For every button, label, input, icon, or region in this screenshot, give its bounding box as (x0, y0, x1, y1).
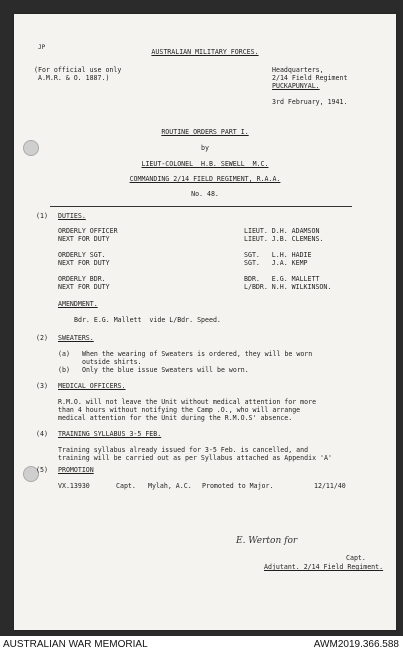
signature-role: Adjutant. 2/14 Field Regiment. (264, 563, 384, 571)
section-heading-duties: DUTIES. (58, 212, 86, 220)
duty-right: LIEUT. J.B. CLEMENS. (244, 235, 324, 243)
section-number: (2) (36, 334, 48, 342)
section-number: (3) (36, 382, 48, 390)
section-heading-sweaters: SWEATERS. (58, 334, 94, 342)
by-line: by (201, 144, 209, 152)
routine-orders-title: ROUTINE ORDERS PART I. (161, 128, 249, 136)
amendment-text: Bdr. E.G. Mallett vide L/Bdr. Speed. (74, 316, 221, 324)
sub-label: (a) (58, 350, 70, 358)
hq-line-3: PUCKAPUNYAL. (272, 82, 320, 90)
section-number: (4) (36, 430, 48, 438)
section-number: (5) (36, 466, 48, 474)
duty-left: ORDERLY OFFICER (58, 227, 118, 235)
commanding-line: COMMANDING 2/14 FIELD REGIMENT, R.A.A. (129, 175, 281, 183)
sweaters-b-text: Only the blue issue Sweaters will be worn. (82, 366, 249, 374)
document-date: 3rd February, 1941. (272, 98, 348, 106)
order-number: No. 48. (191, 190, 219, 198)
amendment-heading: AMENDMENT. (58, 300, 98, 308)
promotion-name: Mylah, A.C. (148, 482, 192, 490)
duty-right: SGT. J.A. KEMP (244, 259, 308, 267)
promotion-number: VX.13930 (58, 482, 90, 490)
sweaters-a-line-1: When the wearing of Sweaters is ordered, they will be worn (82, 350, 313, 358)
medical-line-1: R.M.O. will not leave the Unit without medical attention for more (58, 398, 317, 406)
promotion-rank: Capt. (116, 482, 136, 490)
archive-footer (0, 636, 403, 653)
promotion-action: Promoted to Major. (202, 482, 274, 490)
medical-line-3: medical attention for the Unit during the R.M.O.S' absence. (58, 414, 293, 422)
official-use-line-2: A.M.R. & O. 1887.) (34, 74, 110, 82)
duty-left: NEXT FOR DUTY (58, 259, 110, 267)
hq-line-1: Headquarters, (272, 66, 324, 74)
corner-mark: JP (38, 44, 46, 51)
duty-left: NEXT FOR DUTY (58, 235, 110, 243)
section-heading-medical: MEDICAL OFFICERS. (58, 382, 126, 390)
duty-left: ORDERLY BDR. (58, 275, 106, 283)
footer-id: AWM2019.366.588 (313, 639, 399, 650)
duty-right: SGT. L.H. HADIE (244, 251, 312, 259)
commander-name: LIEUT-COLONEL H.B. SEWELL M.C. (141, 160, 269, 168)
sub-label: (b) (58, 366, 70, 374)
sweaters-a-line-2: outside shirts. (82, 358, 142, 366)
document-sheet (14, 14, 396, 630)
header-rule (50, 206, 352, 207)
duty-left: NEXT FOR DUTY (58, 283, 110, 291)
document-title: AUSTRALIAN MILITARY FORCES. (151, 48, 259, 56)
section-heading-training: TRAINING SYLLABUS 3-5 FEB. (58, 430, 162, 438)
hq-line-2: 2/14 Field Regiment (272, 74, 348, 82)
duty-right: BDR. E.G. MALLETT (244, 275, 320, 283)
promotion-date: 12/11/40 (314, 482, 346, 490)
handwritten-signature: E. Werton for (236, 536, 298, 546)
official-use-line-1: (For official use only (34, 66, 122, 74)
training-line-2: training will be carried out as per Syllabus attached as Appendix 'A' (58, 454, 332, 462)
signature-rank: Capt. (346, 554, 366, 562)
duty-right: LIEUT. D.H. ADAMSON (244, 227, 320, 235)
training-line-1: Training syllabus already issued for 3-5 Feb. is cancelled, and (58, 446, 309, 454)
duty-left: ORDERLY SGT. (58, 251, 106, 259)
section-number: (1) (36, 212, 48, 220)
section-heading-promotion: PROMOTION (58, 466, 94, 474)
medical-line-2: than 4 hours without notifying the Camp .O., who will arrange (58, 406, 301, 414)
duty-right: L/BDR. N.H. WILKINSON. (244, 283, 332, 291)
footer-source: AUSTRALIAN WAR MEMORIAL (3, 639, 148, 650)
